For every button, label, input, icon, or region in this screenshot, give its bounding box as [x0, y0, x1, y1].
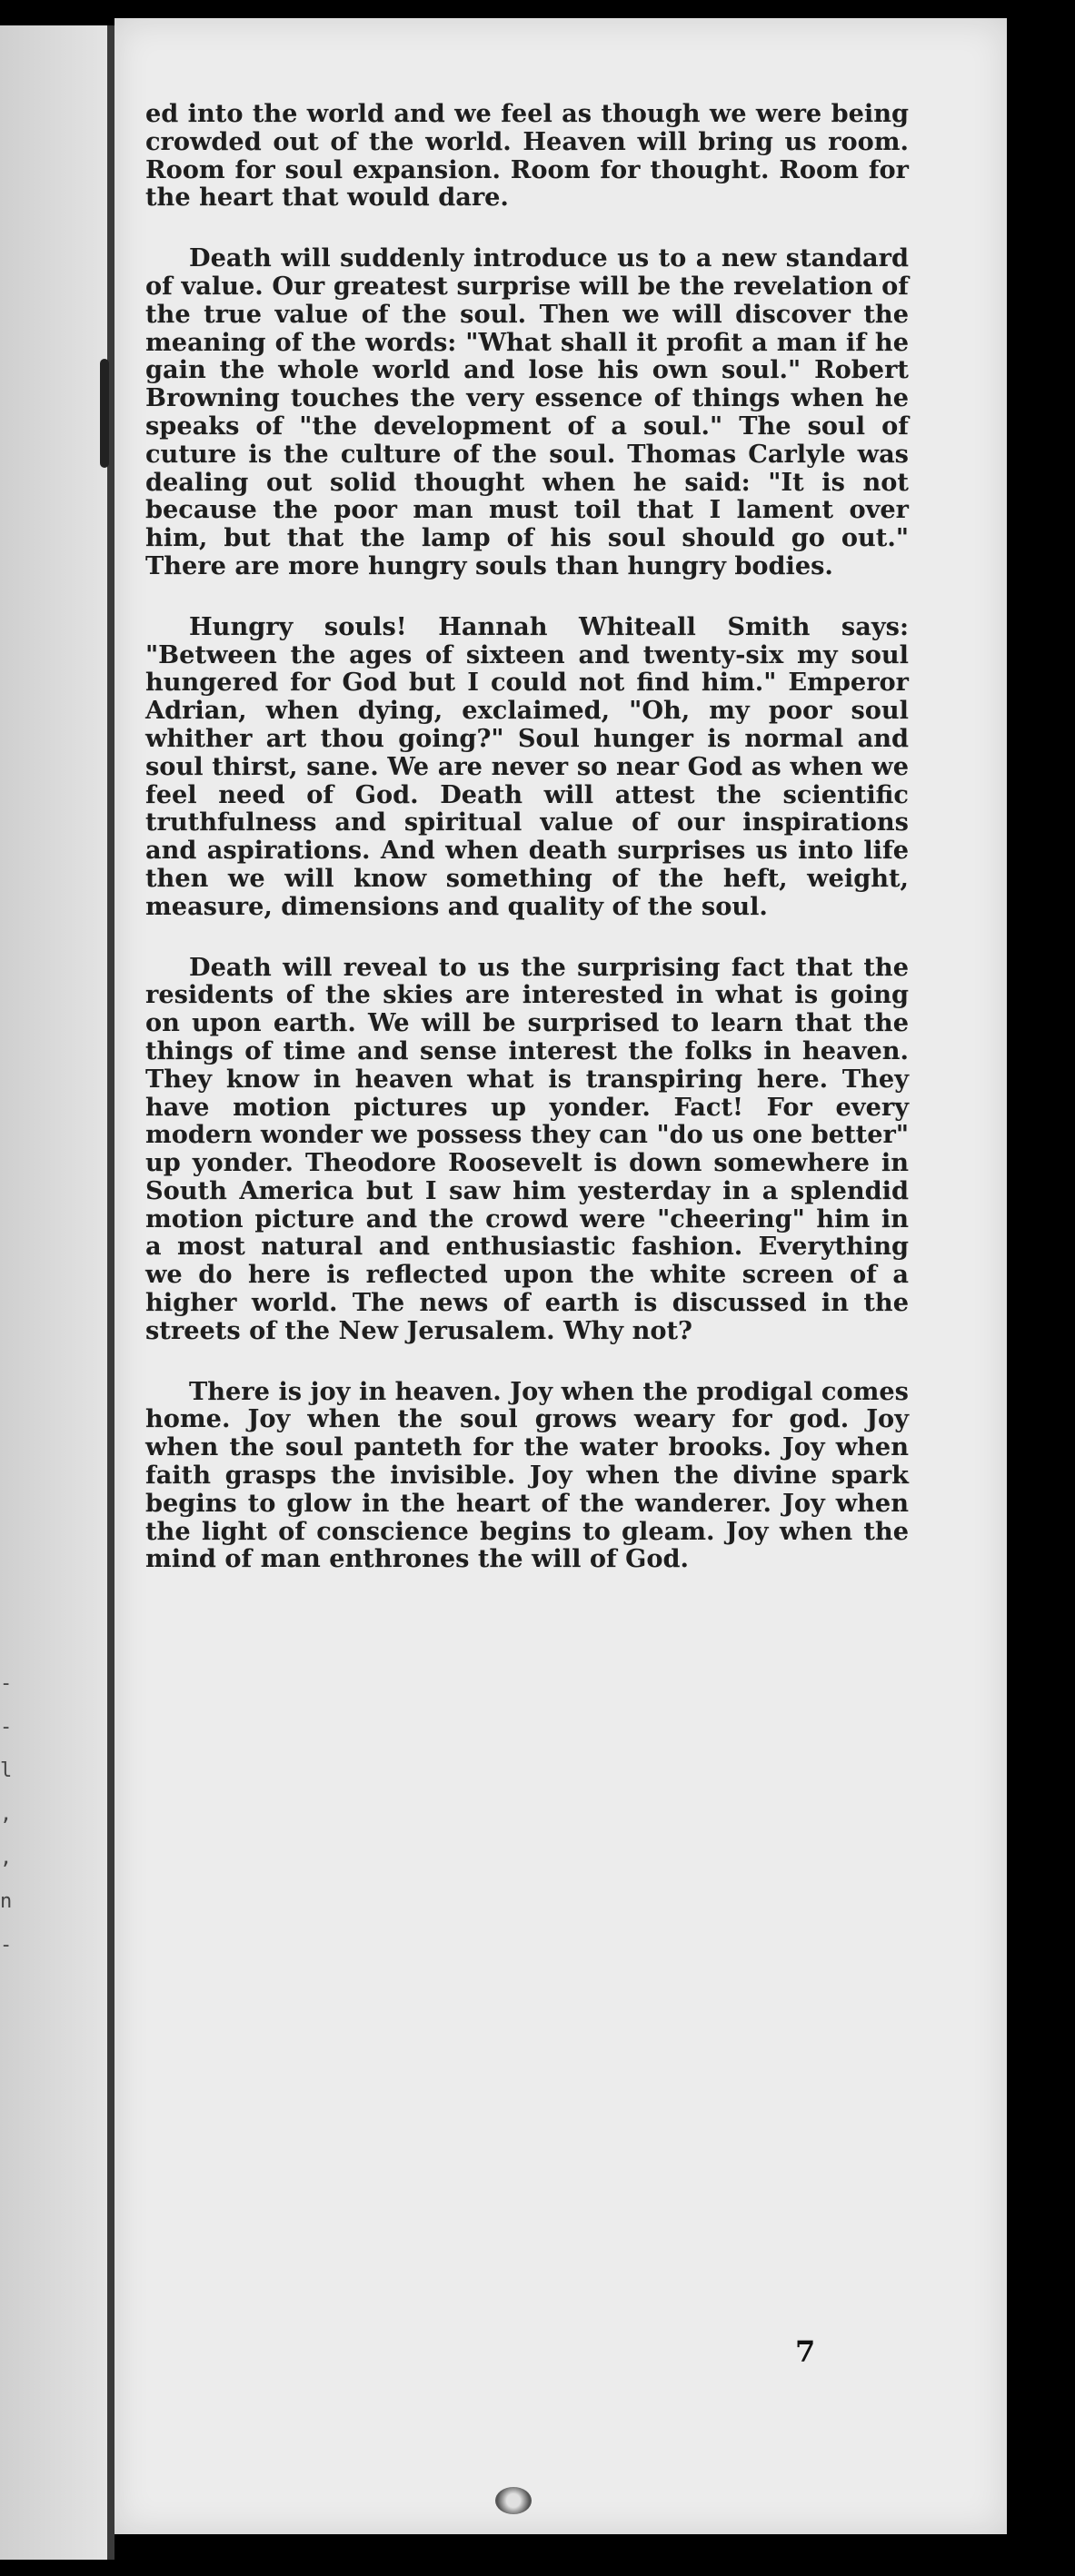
edge-mark: n	[0, 1890, 13, 1913]
paragraph-5: There is joy in heaven. Joy when the prodigal comes home. Joy when the soul grows weary for god. Joy when the soul panteth for the water brooks. Joy when faith grasps the invisible. Joy when the divine spark begins to glow in the heart of the wanderer. Joy when the light of conscience begins to gleam. Joy when the mind of man enthrones the will of God.	[145, 1376, 909, 1574]
paragraph-3: Hungry souls! Hannah Whiteall Smith says: "Between the ages of sixteen and twenty-six my soul hungered for God but I could not find him." Emperor Adrian, when dying, exclaimed, "Oh, my poor soul whither art thou going?" Soul hunger is normal and soul thirst, sane. We are never so near God as when we feel need of God. Death will attest the scientific truthfulness and spiritual value of our inspirations and aspirations. And when death surprises us into life then we will know something of the heft, weight, measure, dimensions and quality of the soul.	[145, 611, 909, 921]
edge-mark: l	[0, 1759, 13, 1782]
edge-mark: ,	[0, 1803, 13, 1826]
paragraph-4: Death will reveal to us the surprising fact that the residents of the skies are interested in what is going on upon earth. We will be surprised to learn that the things of time and sense interest the folks in heaven. They know in heaven what is transpiring here. They have motion pictures up yonder. Fact! For every modern wonder we possess they can "do us one better" up yonder. Theodore Roosevelt is down somewhere in South America but I saw him yesterday in a splendid motion picture and the crowd were "cheering" him in a most natural and enthusiastic fashion. Everything we do here is reflected upon the white screen of a higher world. The news of earth is discussed in the streets of the New Jerusalem. Why not?	[145, 952, 909, 1345]
page-number: 7	[795, 2334, 816, 2369]
facing-page-edge	[0, 25, 111, 2560]
edge-mark: ,	[0, 1847, 13, 1869]
edge-mark: -	[0, 1672, 13, 1695]
paragraph-1: ed into the world and we feel as though we were being crowded out of the world. Heaven will bring us room. Room for soul expansion. Room for thought. Room for the heart that would dare.	[145, 99, 909, 213]
facing-page-characters	[0, 1662, 18, 1967]
paragraph-2: Death will suddenly introduce us to a new standard of value. Our greatest surprise will be the revelation of the true value of the soul. Then we will discover the meaning of the words: "What shall it profit a man if he gain the whole world and lose his own soul." Robert Browning touches the very essence of things when he speaks of "the development of a soul." The soul of cuture is the culture of the soul. Thomas Carlyle was dealing out solid thought when he said: "It is not because the poor man must toil that I lament over him, but that the lamp of his soul should go out." There are more hungry souls than hungry bodies.	[145, 243, 909, 580]
edge-mark: -	[0, 1934, 13, 1957]
binding-mark	[100, 359, 109, 468]
edge-mark: -	[0, 1716, 13, 1739]
article-text-column	[145, 100, 909, 1606]
film-blemish	[495, 2487, 532, 2514]
